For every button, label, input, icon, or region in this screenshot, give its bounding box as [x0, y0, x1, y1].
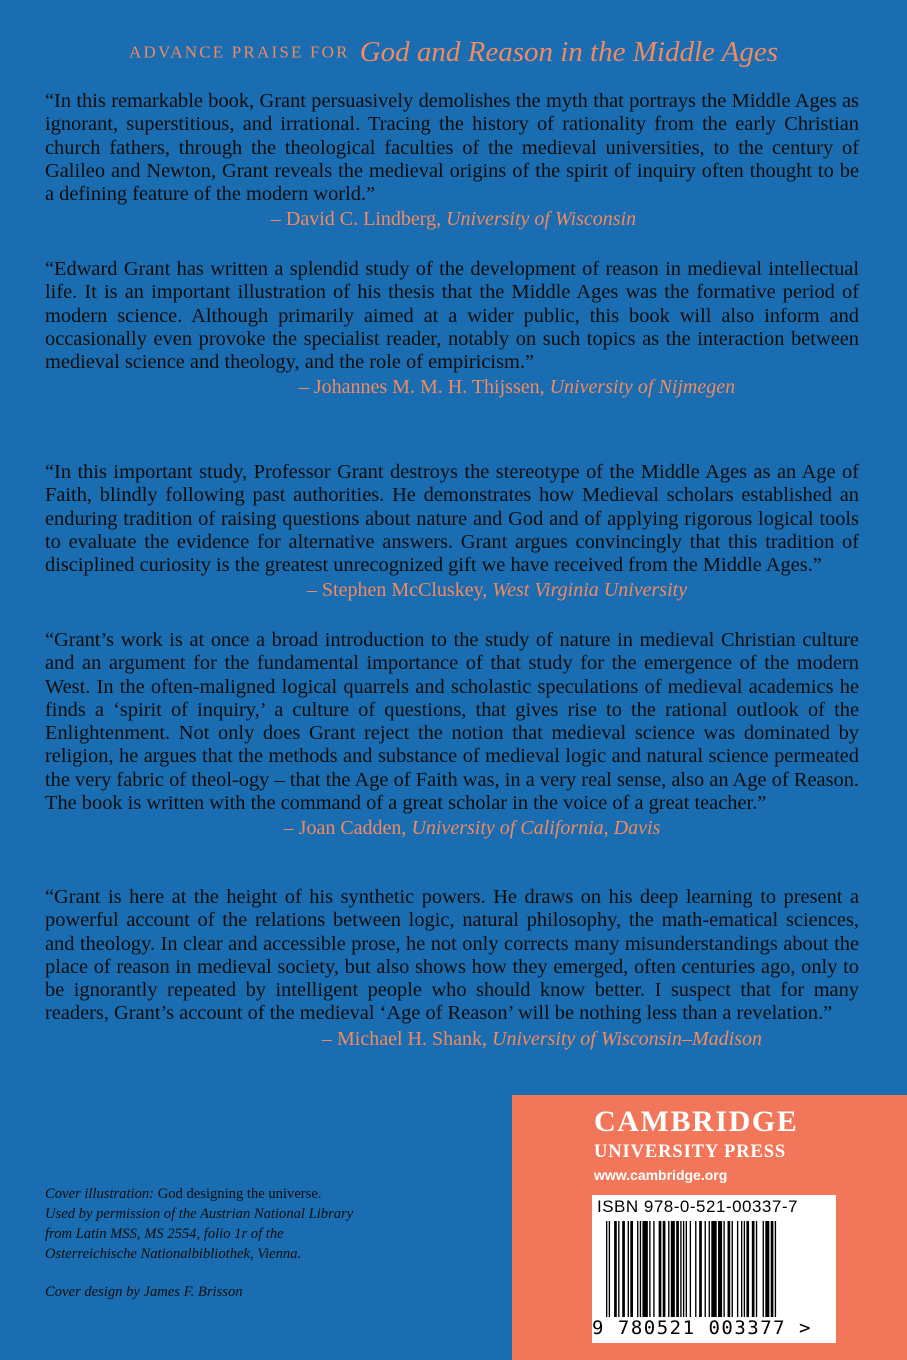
- quote-text: “Grant’s work is at once a broad introduction to the study of nature in medieval Christian culture and an argument for the fundamental importance of that study for the emergence of the modern West. In the often-maligned logical quarrels and scholastic speculations of medieval academics he finds a ‘spirit of inquiry,’ a culture of questions, that gives rise to the rational outlook of the Enlightenment. Not only does Grant reject the notion that medieval science was dominated by religion, he argues that the methods and substance of medieval logic and natural science permeated the very fabric of theol-ogy – that the Age of Faith was, in a very real sense, also an Age of Reason. The book is written with the command of a great scholar in the voice of a great teacher.”: [45, 629, 859, 815]
- quote-block-2: [45, 258, 859, 399]
- quote-affiliation: University of Nijmegen: [549, 376, 736, 399]
- quote-affiliation: University of Wisconsin–Madison: [492, 1027, 762, 1050]
- illustration-text: God designing the universe.: [154, 1186, 322, 1202]
- quote-author: – Michael H. Shank,: [322, 1027, 487, 1050]
- permission-line-3: Osterreichische Nationalbibliothek, Vienna.: [45, 1246, 302, 1262]
- publisher-block: [512, 1095, 907, 1360]
- barcode-panel: [592, 1195, 836, 1343]
- publisher-url: www.cambridge.org: [594, 1167, 728, 1183]
- illustration-label: Cover illustration:: [45, 1186, 155, 1202]
- quote-author: – David C. Lindberg,: [270, 208, 442, 231]
- quote-text: “In this remarkable book, Grant persuasively demolishes the myth that portrays the Middle Ages as ignorant, superstitious, and irrational. Tracing the history of rationality from the early Christian church fathers, through the theological faculties of the medieval universities, to the century of Galileo and Newton, Grant reveals the medieval origins of the spirit of inquiry often thought to be a defining feature of the modern world.”: [45, 90, 859, 206]
- quote-text: “Grant is here at the height of his synthetic powers. He draws on his deep learning to present a powerful account of the relations between logic, natural philosophy, the math-ematical sciences, and theology. In clear and accessible prose, he not only corrects many misunderstandings about the place of reason in medieval society, but also shows how they emerged, often centuries ago, only to be ignorantly repeated by intelligent people who should know better. I suspect that for many readers, Grant’s account of the medieval ‘Age of Reason’ will be nothing less than a revelation.”: [45, 886, 859, 1025]
- book-title: God and Reason in the Middle Ages: [359, 36, 778, 68]
- quote-attribution: [45, 207, 859, 231]
- quote-attribution: [45, 375, 859, 399]
- quote-attribution: [45, 816, 859, 840]
- quote-author: – Stephen McCluskey,: [306, 579, 488, 602]
- isbn-label: ISBN 978-0-521-00337-7: [597, 1197, 798, 1216]
- quote-affiliation: University of Wisconsin: [446, 208, 637, 231]
- quote-affiliation: University of California, Davis: [411, 817, 661, 840]
- quote-block-3: [45, 461, 859, 602]
- quote-block-4: [45, 629, 859, 840]
- quote-block-5: [45, 886, 859, 1051]
- quote-attribution: [45, 578, 859, 602]
- praise-lead: ADVANCE PRAISE FOR: [129, 42, 350, 62]
- publisher-press: UNIVERSITY PRESS: [594, 1142, 787, 1162]
- quote-author: – Johannes M. M. H. Thijssen,: [298, 376, 545, 399]
- ean-digits: 9 780521 003377 >: [592, 1317, 812, 1339]
- illustration-credit: [45, 1184, 445, 1204]
- publisher-name: CAMBRIDGE: [594, 1105, 799, 1138]
- quote-block-1: [45, 90, 859, 231]
- permission-line-2: from Latin MSS, MS 2554, folio 1r of the: [45, 1226, 284, 1242]
- praise-header: [0, 36, 907, 69]
- quote-author: – Joan Cadden,: [283, 817, 407, 840]
- quote-text: “Edward Grant has written a splendid study of the development of reason in medieval intellectual life. It is an important illustration of his thesis that the Middle Ages was the formative period of modern science. Although primarily aimed at a wider public, this book will also inform and occasionally even provoke the specialist reader, notably on such topics as the interaction between medieval science and theology, and the role of empiricism.”: [45, 258, 859, 374]
- cover-credits: [45, 1184, 445, 1302]
- permission-line-1: Used by permission of the Austrian National Library: [45, 1206, 354, 1222]
- barcode-bars: [602, 1221, 826, 1319]
- design-credit: Cover design by James F. Brisson: [45, 1284, 243, 1300]
- quote-text: “In this important study, Professor Grant destroys the stereotype of the Middle Ages as an Age of Faith, blindly following past authorities. He demonstrates how Medieval scholars established an enduring tradition of raising questions about nature and God and of applying rigorous logical tools to evaluate the evidence for alternative answers. Grant argues convincingly that this tradition of disciplined curiosity is the greatest unrecognized gift we have received from the Middle Ages.”: [45, 461, 859, 577]
- quote-attribution: [45, 1027, 859, 1051]
- quote-affiliation: West Virginia University: [492, 579, 688, 602]
